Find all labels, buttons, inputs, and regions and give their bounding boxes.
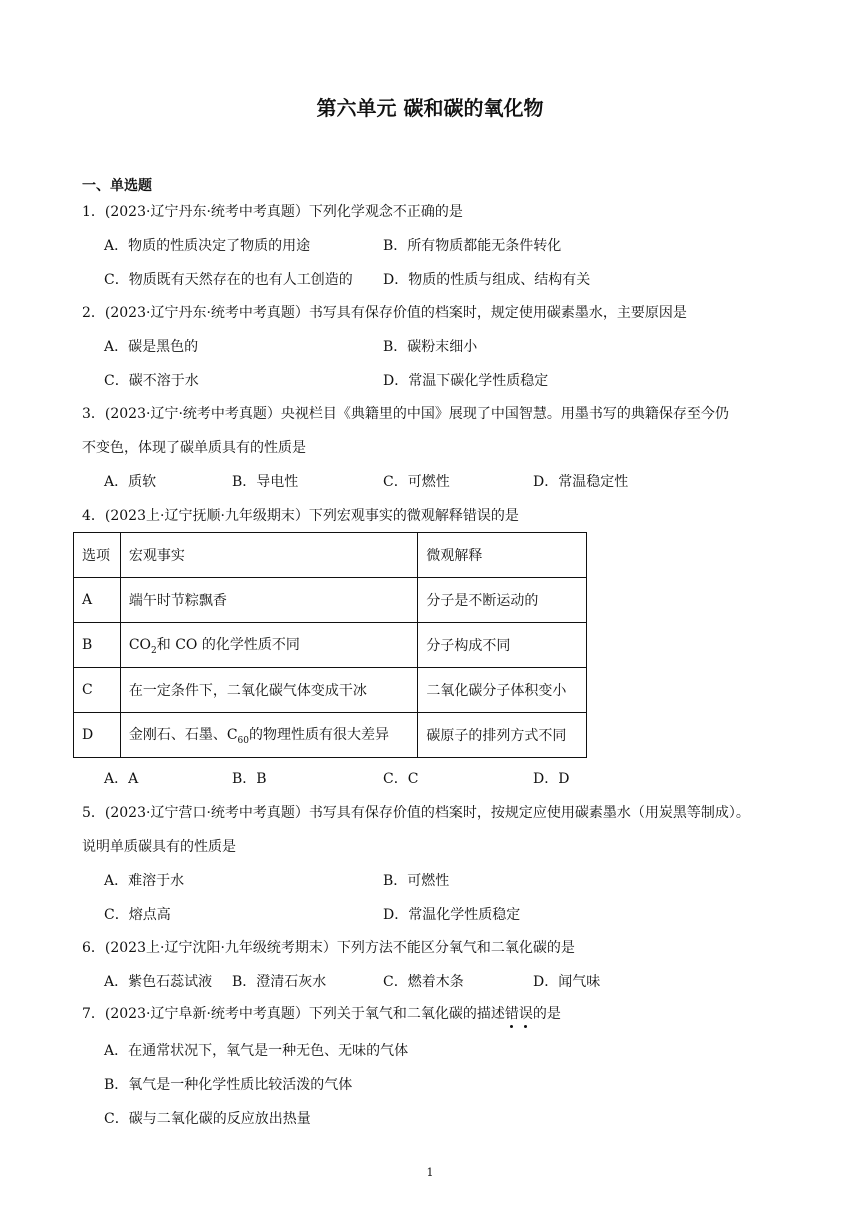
section-heading: 一、单选题 <box>82 178 152 194</box>
question-7-stem-text: 的是 <box>532 1006 561 1022</box>
question-3-option-b: B．导电性 <box>232 474 299 490</box>
question-4-option-a: A．A <box>104 771 139 787</box>
fact-text: 金刚石、石墨、C <box>128 727 238 744</box>
table-cell-explanation: 分子是不断运动的 <box>418 578 587 623</box>
question-3-stem-line-2: 不变色，体现了碳单质具有的性质是 <box>82 440 306 456</box>
page-number: 1 <box>426 1166 434 1179</box>
table-header-cell: 选项 <box>74 533 121 578</box>
table-cell-fact <box>120 623 418 668</box>
question-4-option-d: D．D <box>533 771 570 787</box>
table-header-cell: 宏观事实 <box>120 533 418 578</box>
question-3-option-d: D．常温稳定性 <box>533 474 629 490</box>
question-3-stem-line-1: 3．(2023·辽宁·统考中考真题）央视栏目《典籍里的中国》展现了中国智慧。用墨书写的典籍保存至今仍 <box>82 406 729 422</box>
question-4-table <box>73 532 587 758</box>
table-cell-option: C <box>74 668 121 713</box>
question-5-option-c: C．熔点高 <box>104 907 171 923</box>
fact-text: CO <box>128 637 152 654</box>
question-1-option-d: D．物质的性质与组成、结构有关 <box>383 272 591 288</box>
table-row <box>74 578 587 623</box>
table-cell-explanation: 碳原子的排列方式不同 <box>418 713 587 758</box>
table-cell-explanation: 分子构成不同 <box>418 623 587 668</box>
question-6-option-c: C．燃着木条 <box>383 974 464 990</box>
table-cell-option: A <box>74 578 121 623</box>
page-title: 第六单元 碳和碳的氧化物 <box>316 96 544 120</box>
question-5-stem-line-1: 5．(2023·辽宁营口·统考中考真题）书写具有保存价值的档案时，按规定应使用碳素墨水（用炭黑等制成）。 <box>82 805 750 821</box>
question-7-option-b: B．氧气是一种化学性质比较活泼的气体 <box>104 1077 353 1093</box>
table-row <box>74 668 587 713</box>
table-header-row <box>74 533 587 578</box>
table-row <box>74 623 587 668</box>
table-cell-option: B <box>74 623 121 668</box>
question-7-stem-text: 7．(2023·辽宁阜新·统考中考真题）下列关于氧气和二氧化碳的描述 <box>82 1006 505 1022</box>
question-2-option-c: C．碳不溶于水 <box>104 373 199 389</box>
question-6-option-b: B．澄清石灰水 <box>232 974 327 990</box>
question-6-stem: 6．(2023上·辽宁沈阳·九年级统考期末）下列方法不能区分氧气和二氧化碳的是 <box>82 940 575 956</box>
table-header-cell: 微观解释 <box>418 533 587 578</box>
question-5-option-d: D．常温化学性质稳定 <box>383 907 521 923</box>
question-7-stem <box>82 1005 561 1023</box>
question-2-option-a: A．碳是黑色的 <box>104 339 199 355</box>
question-5-option-b: B．可燃性 <box>383 873 450 889</box>
question-4-option-b: B．B <box>232 771 267 787</box>
question-1-option-b: B．所有物质都能无条件转化 <box>383 238 562 254</box>
question-1-stem: 1．(2023·辽宁丹东·统考中考真题）下列化学观念不正确的是 <box>82 204 463 220</box>
question-4-stem: 4．(2023上·辽宁抚顺·九年级期末）下列宏观事实的微观解释错误的是 <box>82 508 519 524</box>
table-cell-fact: 端午时节粽飘香 <box>120 578 418 623</box>
table-cell-option: D <box>74 713 121 758</box>
fact-text: 的物理性质有很大差异 <box>249 727 389 744</box>
question-6-option-a: A．紫色石蕊试液 <box>104 974 213 990</box>
question-4-option-c: C．C <box>383 771 419 787</box>
fact-text: 和 CO 的化学性质不同 <box>156 637 300 654</box>
question-5-stem-line-2: 说明单质碳具有的性质是 <box>82 839 236 855</box>
question-7-option-c: C．碳与二氧化碳的反应放出热量 <box>104 1111 311 1127</box>
table-row <box>74 713 587 758</box>
question-6-option-d: D．闻气味 <box>533 974 601 990</box>
table-cell-explanation: 二氧化碳分子体积变小 <box>418 668 587 713</box>
question-7-option-a: A．在通常状况下，氧气是一种无色、无味的气体 <box>104 1043 409 1059</box>
question-1-option-c: C．物质既有天然存在的也有人工创造的 <box>104 272 353 288</box>
question-2-option-b: B．碳粉末细小 <box>383 339 478 355</box>
question-2-option-d: D．常温下碳化学性质稳定 <box>383 373 549 389</box>
table-cell-fact <box>120 713 418 758</box>
question-3-option-c: C．可燃性 <box>383 474 450 490</box>
emphasis-char: 错 <box>504 1006 519 1022</box>
table-cell-fact: 在一定条件下，二氧化碳气体变成干冰 <box>120 668 418 713</box>
question-3-option-a: A．质软 <box>104 474 157 490</box>
subscript: 2 <box>151 645 157 656</box>
question-1-option-a: A．物质的性质决定了物质的用途 <box>104 238 311 254</box>
question-5-option-a: A．难溶于水 <box>104 873 185 889</box>
emphasis-char: 误 <box>518 1006 533 1022</box>
subscript: 60 <box>237 735 249 746</box>
question-2-stem: 2．(2023·辽宁丹东·统考中考真题）书写具有保存价值的档案时，规定使用碳素墨水，主要原因是 <box>82 305 687 321</box>
